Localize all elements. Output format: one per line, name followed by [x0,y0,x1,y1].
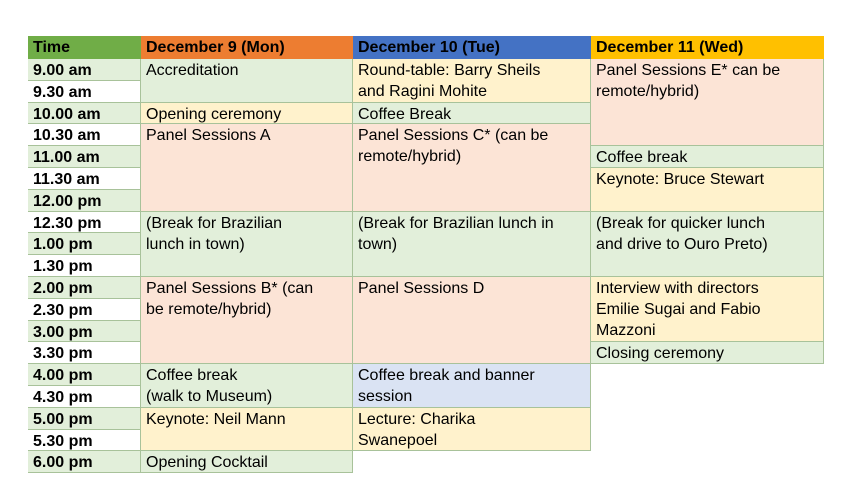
header-december-10: December 10 (Tue) [353,36,591,59]
event-lecture-charika: Lecture: Charika Swanepoel [353,408,591,452]
event-panel-sessions-e: Panel Sessions E* can be remote/hybrid) [591,59,824,146]
event-keynote-bruce-stewart: Keynote: Bruce Stewart [591,168,824,212]
event-keynote-neil-mann: Keynote: Neil Mann [141,408,353,452]
header-december-11: December 11 (Wed) [591,36,824,59]
time-slot: 6.00 pm [28,451,141,473]
event-coffee-break-mon: Coffee break (walk to Museum) [141,364,353,408]
event-coffee-break-tue: Coffee Break [353,103,591,125]
event-panel-sessions-d: Panel Sessions D [353,277,591,364]
event-panel-sessions-c: Panel Sessions C* (can be remote/hybrid) [353,124,591,211]
event-closing-ceremony: Closing ceremony [591,342,824,364]
time-slot: 10.30 am [28,124,141,146]
event-coffee-banner-session: Coffee break and banner session [353,364,591,408]
event-accreditation: Accreditation [141,59,353,103]
time-slot: 2.00 pm [28,277,141,299]
time-slot: 3.30 pm [28,342,141,364]
time-slot: 5.00 pm [28,408,141,430]
time-slot: 1.00 pm [28,233,141,255]
time-slot: 12.00 pm [28,190,141,212]
time-slot: 5.30 pm [28,430,141,452]
event-coffee-break-wed: Coffee break [591,146,824,168]
event-lunch-break-mon: (Break for Brazilian lunch in town) [141,212,353,277]
header-time: Time [28,36,141,59]
event-interview-directors: Interview with directors Emilie Sugai and Fabio Mazzoni [591,277,824,342]
header-december-9: December 9 (Mon) [141,36,353,59]
time-slot: 3.00 pm [28,321,141,343]
event-lunch-break-wed: (Break for quicker lunch and drive to Ouro Preto) [591,212,824,277]
event-lunch-break-tue: (Break for Brazilian lunch in town) [353,212,591,277]
time-slot: 12.30 pm [28,212,141,234]
time-slot: 4.00 pm [28,364,141,386]
time-slot: 9.30 am [28,81,141,103]
event-panel-sessions-b: Panel Sessions B* (can be remote/hybrid) [141,277,353,364]
event-opening-ceremony: Opening ceremony [141,103,353,125]
time-slot: 9.00 am [28,59,141,81]
time-slot: 4.30 pm [28,386,141,408]
time-slot: 11.30 am [28,168,141,190]
event-panel-sessions-a: Panel Sessions A [141,124,353,211]
time-slot: 11.00 am [28,146,141,168]
event-round-table: Round-table: Barry Sheils and Ragini Mohite [353,59,591,103]
time-slot: 2.30 pm [28,299,141,321]
time-slot: 1.30 pm [28,255,141,277]
schedule-table [28,36,824,473]
event-opening-cocktail: Opening Cocktail [141,451,353,473]
time-slot: 10.00 am [28,103,141,125]
